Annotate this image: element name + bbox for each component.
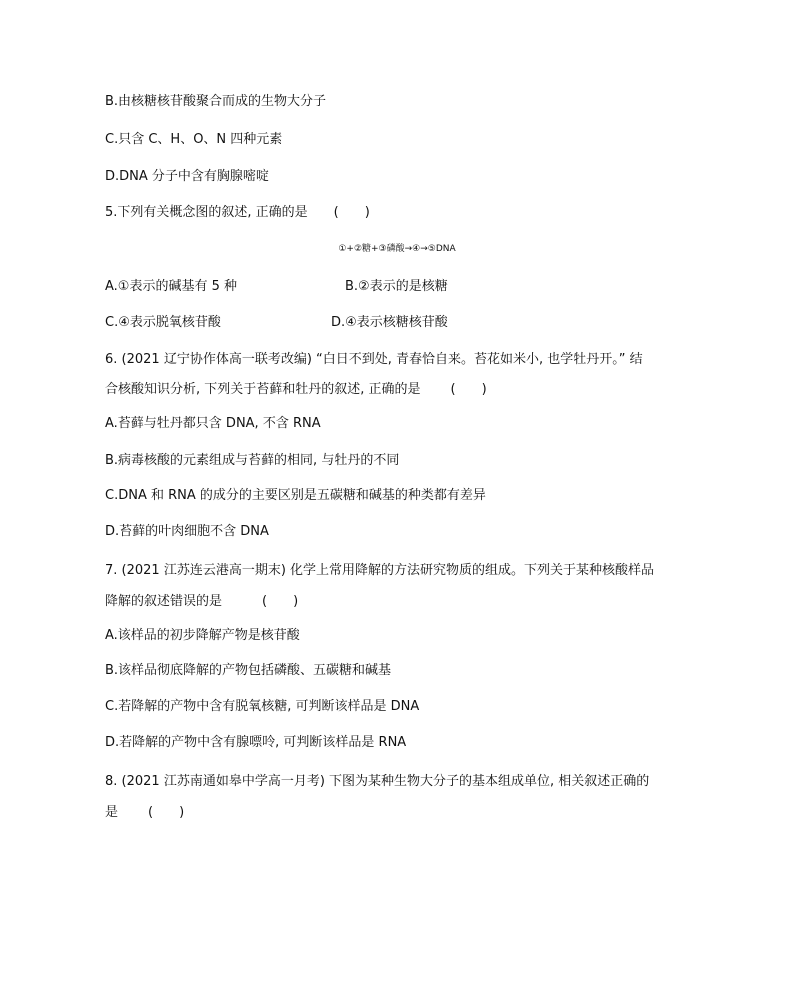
question-6-option-a: A.苔藓与牡丹都只含 DNA, 不含 RNA	[105, 416, 321, 431]
question-8-stem-line-2	[105, 804, 184, 822]
question-5-option-d: D.④表示核糖核苷酸	[331, 315, 448, 330]
question-5-option-b: B.②表示的是核糖	[345, 279, 448, 294]
question-7-option-b: B.该样品彻底降解的产物包括磷酸、五碳糖和碱基	[105, 663, 392, 678]
question-5-option-a: A.①表示的碱基有 5 种	[105, 279, 237, 294]
question-5-text: 5.下列有关概念图的叙述, 正确的是	[105, 205, 308, 220]
answer-blank: ( )	[450, 382, 487, 397]
concept-map-formula: ①+②糖+③磷酸→④→⑤DNA	[338, 244, 456, 254]
question-6-option-b: B.病毒核酸的元素组成与苔藓的相同, 与牡丹的不同	[105, 453, 400, 468]
question-7-option-a: A.该样品的初步降解产物是核苷酸	[105, 628, 300, 643]
prev-option-b: B.由核糖核苷酸聚合而成的生物大分子	[105, 94, 327, 109]
question-7-text: 降解的叙述错误的是	[105, 594, 223, 609]
answer-blank: ( )	[333, 205, 370, 220]
question-8-stem-line-1: 8. (2021 江苏南通如皋中学高一月考) 下图为某种生物大分子的基本组成单位, 相关叙述正确的	[105, 774, 650, 789]
question-6-option-c: C.DNA 和 RNA 的成分的主要区别是五碳糖和碱基的种类都有差异	[105, 488, 486, 503]
answer-blank: ( )	[262, 594, 299, 609]
question-7-option-c: C.若降解的产物中含有脱氧核糖, 可判断该样品是 DNA	[105, 699, 420, 714]
question-6-stem-line-1: 6. (2021 辽宁协作体高一联考改编) “白日不到处, 青春恰自来。苔花如米小, 也学牡丹开。” 结	[105, 352, 643, 367]
question-6-stem-line-2	[105, 381, 487, 399]
question-7-stem-line-2	[105, 593, 298, 611]
question-6-option-d: D.苔藓的叶肉细胞不含 DNA	[105, 524, 269, 539]
question-8-text: 是	[105, 805, 119, 820]
question-7-option-d: D.若降解的产物中含有腺嘌呤, 可判断该样品是 RNA	[105, 735, 407, 750]
question-6-text: 合核酸知识分析, 下列关于苔藓和牡丹的叙述, 正确的是	[105, 382, 421, 397]
answer-blank: ( )	[148, 805, 185, 820]
question-7-stem-line-1: 7. (2021 江苏连云港高一期末) 化学上常用降解的方法研究物质的组成。下列关于某种核酸样品	[105, 563, 655, 578]
question-5-stem	[105, 204, 370, 222]
question-5-option-c: C.④表示脱氧核苷酸	[105, 315, 221, 330]
prev-option-d: D.DNA 分子中含有胸腺嘧啶	[105, 169, 269, 184]
prev-option-c: C.只含 C、H、O、N 四种元素	[105, 132, 283, 147]
